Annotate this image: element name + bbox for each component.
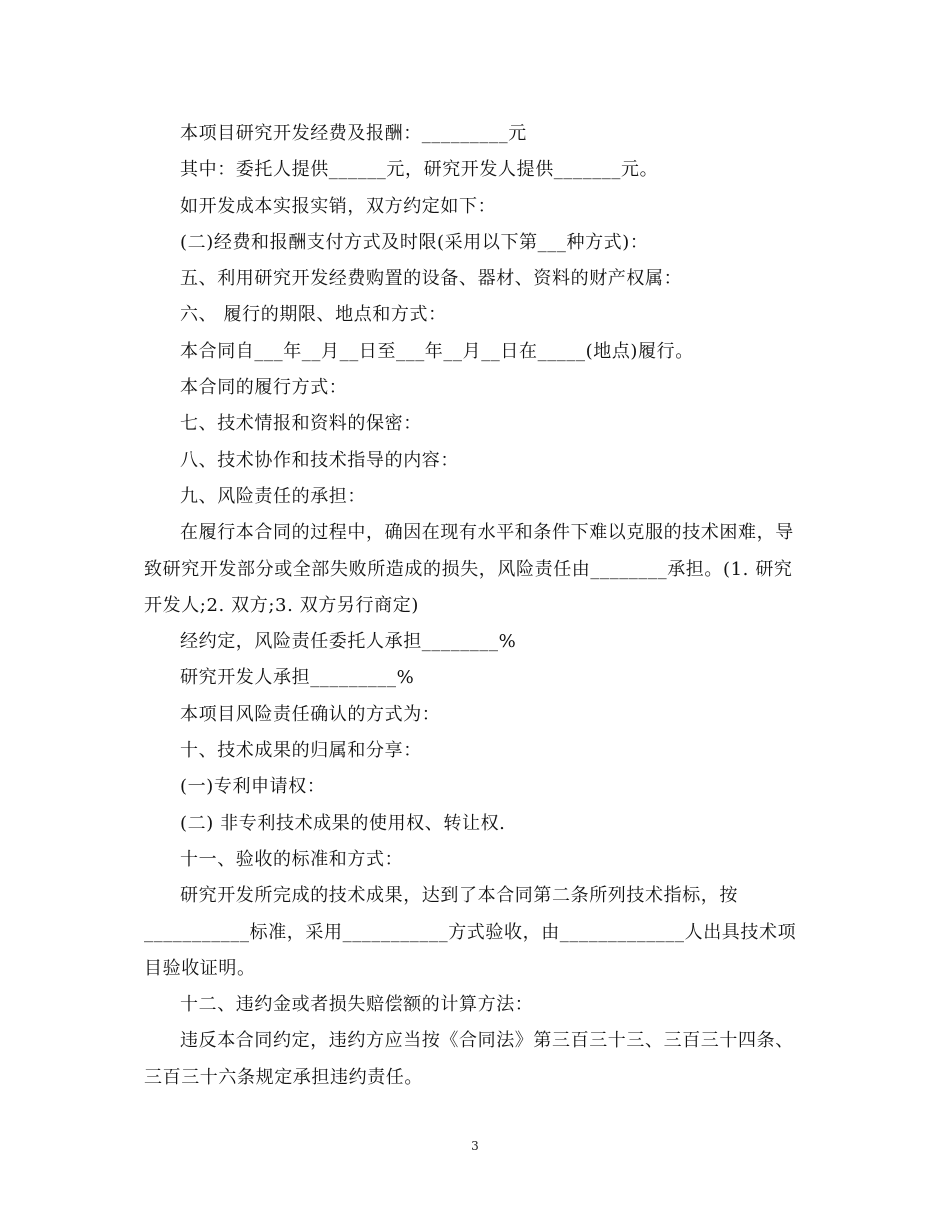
paragraph-line: 三百三十六条规定承担违约责任。: [144, 1066, 423, 1088]
paragraph-line: 其中：委托人提供______元，研究开发人提供_______元。: [180, 159, 659, 181]
paragraph-line: 经约定，风险责任委托人承担________%: [180, 631, 517, 653]
paragraph-line: 违反本合同约定，违约方应当按《合同法》第三百三十三、三百三十四条、: [180, 1030, 794, 1052]
section-heading: 七、技术情报和资料的保密：: [180, 413, 422, 435]
subsection-heading: (一)专利申请权：: [180, 776, 326, 798]
paragraph-line: 本项目风险责任确认的方式为：: [180, 703, 441, 725]
paragraph-line: 本项目研究开发经费及报酬：_________元: [180, 123, 527, 144]
page-number: 3: [471, 1139, 479, 1153]
paragraph-line: 本合同自___年__月__日至___年__月__日在_____(地点)履行。: [180, 340, 694, 362]
section-heading: 十、技术成果的归属和分享：: [180, 740, 422, 762]
paragraph-line: 目验收证明。: [144, 957, 256, 979]
document-body: [144, 116, 806, 1096]
section-heading: 五、利用研究开发经费购置的设备、器材、资料的财产权属：: [180, 268, 683, 290]
subsection-heading: (二) 非专利技术成果的使用权、转让权.: [180, 812, 506, 834]
section-heading: 十二、违约金或者损失赔偿额的计算方法：: [180, 994, 534, 1016]
paragraph-line: 开发人;2. 双方;3. 双方另行商定): [144, 594, 419, 616]
paragraph-line: 如开发成本实报实销，双方约定如下：: [180, 195, 497, 217]
section-heading: 十一、验收的标准和方式：: [180, 848, 404, 870]
section-heading: 九、风险责任的承担：: [180, 485, 366, 507]
paragraph-line: ___________标准，采用___________方式验收，由_____________人出具技术项: [144, 921, 797, 943]
paragraph-line: 研究开发所完成的技术成果，达到了本合同第二条所列技术指标，按: [180, 885, 738, 907]
paragraph-line: 本合同的履行方式：: [180, 377, 348, 399]
paragraph-line: 研究开发人承担_________%: [180, 667, 415, 689]
section-heading: 八、技术协作和技术指导的内容：: [180, 449, 459, 471]
section-heading: 六、 履行的期限、地点和方式：: [180, 304, 447, 326]
paragraph-line: 致研究开发部分或全部失败所造成的损失，风险责任由________承担。(1. 研究: [144, 558, 793, 580]
paragraph-line: 在履行本合同的过程中，确因在现有水平和条件下难以克服的技术困难，导: [180, 522, 794, 544]
paragraph-line: (二)经费和报酬支付方式及时限(采用以下第___种方式)：: [180, 231, 649, 253]
